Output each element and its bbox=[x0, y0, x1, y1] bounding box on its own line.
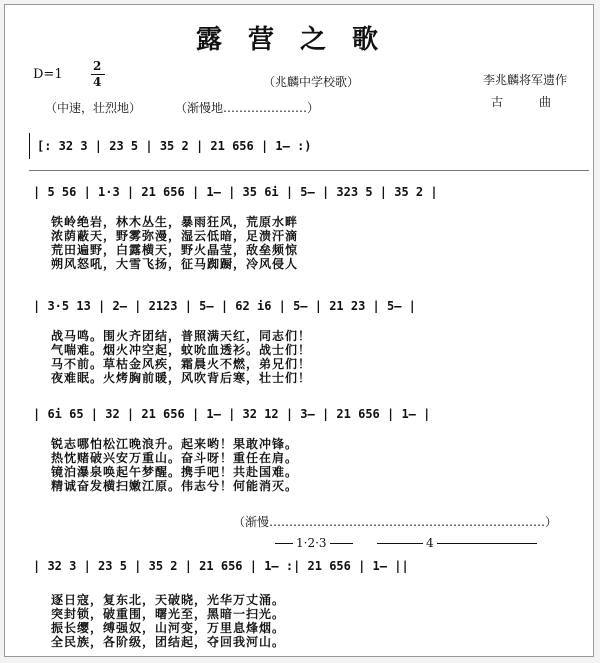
lyric-line: 朔风怒吼，大雪飞扬，征马踟蹰，冷风侵人 bbox=[51, 257, 299, 271]
lyric-line: 马不前。草枯金风疾，霜晨火不燃，弟兄们！ bbox=[51, 357, 312, 371]
lyric-line: 逐日寇，复东北，天破晓，光华万丈涌。 bbox=[51, 593, 286, 607]
lyric-line: 锐志哪怕松江晚浪升。起来哟！果敢冲锋。 bbox=[51, 437, 299, 451]
row-divider bbox=[29, 170, 589, 171]
notation-row: | 32 3 | 23 5 | 35 2 | 21 656 | 1— :| 21 656 | 1— || bbox=[33, 559, 409, 573]
lyric-line: 夜难眠。火烤胸前暖，风吹背后寒，壮士们！ bbox=[51, 371, 312, 385]
tempo-marking: （中速，壮烈地） bbox=[45, 101, 142, 115]
lyric-line: 荒田遍野，白露横天，野火晶莹，敌垒频惊 bbox=[51, 243, 299, 257]
volta-1-label: 1·2·3 bbox=[293, 536, 330, 550]
volta-bracket bbox=[377, 543, 537, 544]
lyric-line: 镜泊瀑泉唤起午梦醒。携手吧！共赴国难。 bbox=[51, 465, 299, 479]
lyric-line: 全民族，各阶级，团结起，夺回我河山。 bbox=[51, 635, 286, 649]
volta-2-label: 4 bbox=[423, 536, 437, 550]
repeat-bar bbox=[29, 133, 30, 159]
lyric-line: 振长缨，缚强奴，山河变，万里息烽烟。 bbox=[51, 621, 286, 635]
notation-row: | 3·5 13 | 2— | 2123 | 5— | 62 i6 | 5— | 21 23 | 5— | bbox=[33, 299, 416, 313]
lyricist: 李兆麟将军遗作 bbox=[483, 73, 568, 87]
lyric-line: 热忱赌破兴安万重山。奋斗呀！重任在肩。 bbox=[51, 451, 299, 465]
notation-row: [: 32 3 | 23 5 | 35 2 | 21 656 | 1— :) bbox=[37, 139, 312, 153]
time-signature-numerator: 2 bbox=[93, 59, 102, 73]
notation-row: | 5 56 | 1·3 | 21 656 | 1— | 35 6i | 5— | 323 5 | 35 2 | bbox=[33, 185, 438, 199]
tempo-slow-marking: （渐慢……………………………………………………………） bbox=[233, 515, 558, 529]
lyric-line: 战马鸣。围火齐团结，普照满天红，同志们！ bbox=[51, 329, 312, 343]
lyric-line: 浓荫蔽天，野雾弥漫，湿云低暗，足溃汗滴 bbox=[51, 229, 299, 243]
lyric-line: 气喘难。烟火冲空起，蚊吮血透衫。战士们！ bbox=[51, 343, 312, 357]
composer: 古 曲 bbox=[491, 95, 552, 109]
score-page bbox=[4, 4, 594, 657]
time-signature-denominator: 4 bbox=[93, 75, 102, 89]
subtitle: （兆麟中学校歌） bbox=[263, 75, 360, 89]
lyric-line: 铁岭绝岩，林木丛生，暴雨狂风，荒原水畔 bbox=[51, 215, 299, 229]
notation-row: | 6i 65 | 32 | 21 656 | 1— | 32 12 | 3— | 21 656 | 1— | bbox=[33, 407, 431, 421]
tempo-slow-marking: （渐慢地…………………） bbox=[175, 101, 320, 115]
key-signature: D=1 bbox=[33, 67, 63, 82]
lyric-line: 突封锁，破重围，曙光至，黑暗一扫光。 bbox=[51, 607, 286, 621]
lyric-line: 精诚奋发横扫嫩江原。伟志兮！何能消灭。 bbox=[51, 479, 299, 493]
song-title: 露营之歌 bbox=[195, 25, 404, 55]
